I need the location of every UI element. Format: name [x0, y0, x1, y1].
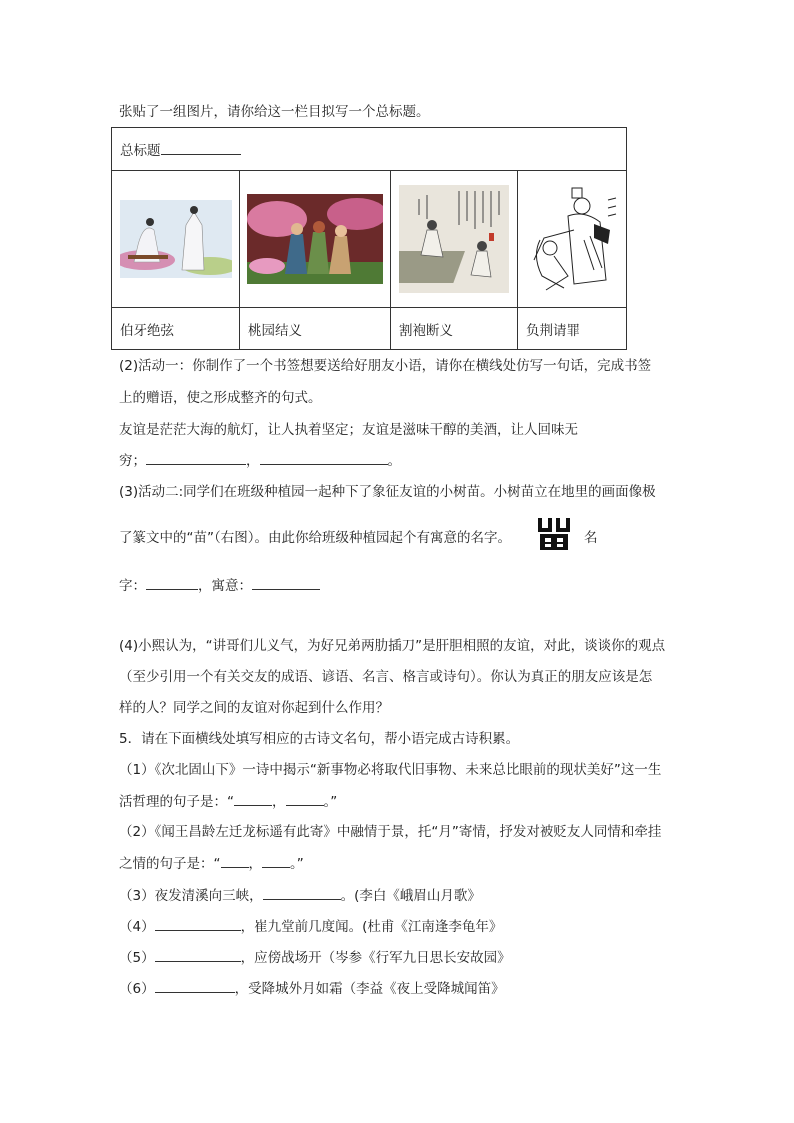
seal-script-miao-icon [536, 516, 572, 552]
activity2-line1: (3)活动二:同学们在班级种植园一起种下了象征友谊的小树苗。小树苗立在地里的画面像极 [119, 484, 656, 500]
caption-gepao: 割袍断义 [391, 308, 518, 350]
activity1-line1: (2)活动一：你制作了一个书签想要送给好朋友小语，请你在横线处仿写一句话，完成书签 [119, 358, 652, 374]
q5-item1-line1: （1）《次北固山下》一诗中揭示“新事物必将取代旧事物、未来总比眼前的现状美好”这一生 [119, 762, 662, 778]
q5-item3-start: （3）夜发清溪向三峡， [119, 888, 263, 904]
picture-table [111, 127, 627, 350]
poem-blank-6[interactable] [155, 978, 235, 993]
activity2-line3 [119, 575, 320, 596]
q4-line2: （至少引用一个有关交友的成语、谚语、名言、格言或诗句）。你认为真正的朋友应该是怎 [119, 669, 653, 685]
poem-blank-5[interactable] [155, 947, 241, 962]
q5-item2-line2 [119, 853, 304, 874]
activity1-line4-start: 穷； [119, 453, 146, 469]
q5-item6-start: （6） [119, 981, 155, 997]
meaning-blank[interactable] [252, 575, 320, 590]
activity1-line4-end: 。 [387, 453, 401, 469]
answer-blank-2[interactable] [260, 450, 388, 465]
q5-item1-sep: ， [272, 794, 286, 810]
painting-boya-image [120, 200, 232, 278]
picture-cell-4 [518, 171, 627, 308]
poem-blank-3[interactable] [263, 885, 341, 900]
activity2-line2-tail: 名 [584, 530, 598, 546]
activity2-line2-text: 了篆文中的“苗”（右图）。由此你给班级种植园起个有寓意的名字。 [119, 530, 511, 546]
activity1-line4-sep: ， [246, 453, 260, 469]
activity2-line2 [119, 528, 511, 548]
title-cell [112, 128, 627, 171]
q4-line1: (4)小熙认为，“讲哥们儿义气，为好兄弟两肋插刀”是肝胆相照的友谊，对此，谈谈你的观点 [119, 638, 666, 654]
title-blank[interactable] [161, 140, 241, 155]
q5-item2-sep: ， [248, 856, 262, 872]
activity2-line3-start: 字： [119, 578, 146, 594]
picture-cell-2 [240, 171, 391, 308]
caption-taoyuan: 桃园结义 [240, 308, 391, 350]
poem-blank-1a[interactable] [234, 791, 272, 806]
q5-item4 [119, 916, 502, 937]
q5-item2-start: 之情的句子是：“ [119, 856, 221, 872]
q5-item1-start: 活哲理的句子是：“ [119, 794, 234, 810]
caption-fujing: 负荆请罪 [518, 308, 627, 350]
q5-item4-start: （4） [119, 919, 155, 935]
name-blank[interactable] [146, 575, 198, 590]
activity1-line4 [119, 450, 401, 471]
q5-header: 5．请在下面横线处填写相应的古诗文名句，帮小语完成古诗积累。 [119, 731, 520, 747]
activity1-line3: 友谊是茫茫大海的航灯，让人执着坚定；友谊是滋味干醇的美酒，让人回味无 [119, 422, 578, 438]
q5-item4-end: ，崔九堂前几度闻。(杜甫《江南逢李龟年》 [240, 919, 503, 935]
q5-item1-end: 。” [323, 794, 338, 810]
picture-cell-1 [112, 171, 240, 308]
caption-boya: 伯牙绝弦 [112, 308, 240, 350]
q5-item5-end: ，应傍战场开（岑参《行军九日思长安故园》 [240, 950, 511, 966]
painting-gepao-image [399, 185, 509, 293]
painting-taoyuan-image [247, 194, 383, 284]
q5-item3 [119, 885, 481, 906]
q5-item3-end: 。(李白《峨眉山月歌》 [340, 888, 481, 904]
painting-fujing-image [524, 180, 620, 298]
poem-blank-4[interactable] [155, 916, 241, 931]
poem-blank-2b[interactable] [262, 853, 290, 868]
answer-blank-1[interactable] [146, 450, 246, 465]
q5-item2-end: 。” [290, 856, 304, 872]
poem-blank-1b[interactable] [286, 791, 324, 806]
q5-item5 [119, 947, 511, 968]
q5-item6 [119, 978, 505, 999]
q5-item6-end: ，受降城外月如霜（李益《夜上受降城闻笛》 [234, 981, 505, 997]
q5-item1-line2 [119, 791, 337, 812]
intro-text: 张贴了一组图片，请你给这一栏目拟写一个总标题。 [119, 104, 430, 120]
q5-item2-line1: （2）《闻王昌龄左迁龙标遥有此寄》中融情于景，托“月”寄情，抒发对被贬友人同情和牵挂 [119, 824, 662, 840]
picture-cell-3 [391, 171, 518, 308]
activity1-line2: 上的赠语，使之形成整齐的句式。 [119, 390, 322, 406]
title-label: 总标题 [120, 143, 161, 159]
poem-blank-2a[interactable] [221, 853, 249, 868]
q4-line3: 样的人？同学之间的友谊对你起到什么作用？ [119, 700, 389, 716]
activity2-line3-mid: ，寓意： [198, 578, 252, 594]
q5-item5-start: （5） [119, 950, 155, 966]
